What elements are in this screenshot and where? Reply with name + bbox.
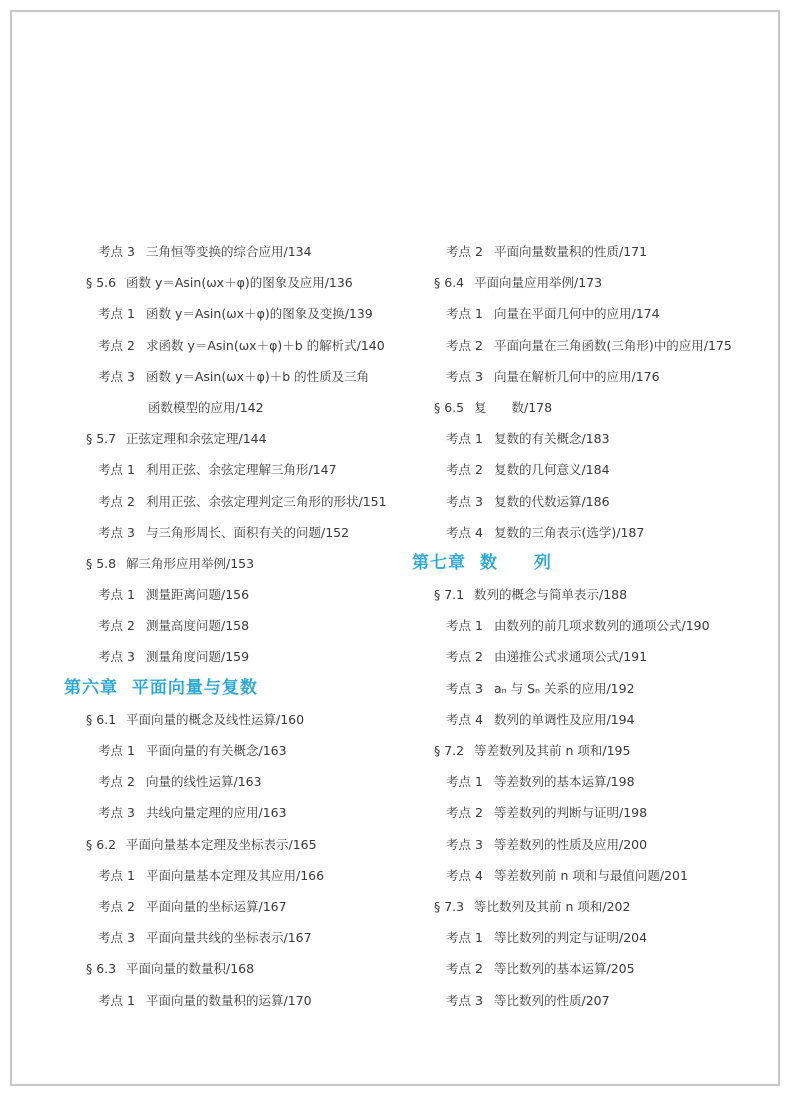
toc-point-label: 考点 4: [446, 867, 483, 883]
toc-point-entry: [412, 766, 782, 797]
toc-point-label: 考点 3: [98, 244, 135, 259]
toc-point-text: 向量在平面几何中的应用/174: [494, 306, 660, 322]
toc-section-label: § 6.2: [86, 836, 117, 852]
toc-point-text: 由数列的前几项求数列的通项公式/190: [494, 618, 710, 634]
toc-point-text: 三角恒等变换的综合应用/134: [146, 244, 312, 259]
toc-point-entry: [64, 330, 404, 361]
toc-point-entry: [64, 641, 404, 672]
toc-point-label: 考点 3: [446, 493, 483, 509]
toc-point-entry: [412, 829, 782, 860]
toc-point-label: 考点 1: [446, 930, 483, 946]
toc-point-text: 等比数列的性质/207: [494, 992, 610, 1008]
toc-point-text: 平面向量基本定理及其应用/166: [146, 867, 325, 883]
toc-point-text: 与三角形周长、面积有关的问题/152: [146, 524, 350, 540]
toc-point-text: 复数的三角表示(选学)/187: [494, 524, 645, 540]
toc-point-label: 考点 2: [446, 649, 483, 665]
toc-point-text: 数列的单调性及应用/194: [494, 711, 635, 727]
toc-point-entry: [64, 797, 404, 828]
toc-point-text: 平面向量的坐标运算/167: [146, 898, 287, 914]
toc-point-label: 考点 3: [446, 836, 483, 852]
toc-point-label: 考点 3: [98, 649, 135, 665]
toc-section-entry: [64, 829, 404, 860]
toc-point-label: 考点 3: [446, 680, 483, 696]
toc-point-text: 等差数列前 n 项和与最值问题/201: [494, 867, 688, 883]
toc-point-label: 考点 2: [98, 774, 135, 790]
toc-point-entry: [412, 673, 782, 704]
toc-section-label: § 6.3: [86, 961, 117, 977]
toc-section-entry: [64, 548, 404, 579]
toc-section-label: § 7.2: [434, 743, 465, 758]
toc-point-entry: [412, 298, 782, 329]
toc-point-entry: [64, 985, 404, 1016]
toc-point-text: 向量的线性运算/163: [146, 774, 262, 790]
toc-section-text: 解三角形应用举例/153: [126, 555, 255, 571]
toc-section-entry: [412, 735, 782, 766]
toc-point-text: 由递推公式求通项公式/191: [494, 649, 648, 665]
toc-point-text: 求函数 y＝Asin(ωx＋φ)＋b 的解析式/140: [146, 337, 385, 353]
toc-section-label: § 5.6: [86, 275, 117, 291]
toc-point-entry: [412, 985, 782, 1016]
toc-point-entry: [64, 860, 404, 891]
toc-point-text: 复数的有关概念/183: [494, 431, 610, 447]
toc-section-entry: [412, 392, 782, 423]
toc-point-entry: [64, 454, 404, 485]
toc-section-text: 函数 y＝Asin(ωx＋φ)的图象及应用/136: [126, 275, 353, 291]
toc-point-text: 利用正弦、余弦定理判定三角形的形状/151: [146, 493, 387, 509]
toc-point-entry: [412, 953, 782, 984]
toc-point-text: 测量距离问题/156: [146, 587, 250, 603]
toc-point-label: 考点 2: [98, 493, 135, 509]
toc-section-label: § 6.4: [434, 275, 465, 291]
toc-point-entry: [412, 860, 782, 891]
toc-point-label: 考点 2: [98, 618, 135, 634]
toc-section-text: 等比数列及其前 n 项和/202: [474, 898, 631, 914]
toc-point-label: 考点 2: [98, 898, 135, 914]
toc-point-entry: [412, 797, 782, 828]
toc-point-entry: [64, 236, 404, 267]
toc-point-label: 考点 2: [446, 337, 483, 353]
toc-point-text: 平面向量在三角函数(三角形)中的应用/175: [494, 337, 732, 353]
toc-left-column: [64, 236, 404, 1016]
toc-point-entry: [64, 579, 404, 610]
toc-point-label: 考点 3: [98, 524, 135, 540]
toc-point-text: 测量高度问题/158: [146, 618, 250, 634]
toc-point-entry: [412, 236, 782, 267]
toc-point-label: 考点 4: [446, 524, 483, 540]
toc-point-text: 复数的代数运算/186: [494, 493, 610, 509]
toc-point-text: 复数的几何意义/184: [494, 462, 610, 478]
toc-point-label: 考点 2: [446, 805, 483, 821]
toc-point-entry: [64, 766, 404, 797]
toc-chapter-label: 第六章: [64, 677, 118, 698]
toc-cont-entry: [64, 392, 404, 423]
toc-section-text: 等差数列及其前 n 项和/195: [474, 743, 631, 758]
toc-point-text: 等比数列的基本运算/205: [494, 961, 635, 977]
toc-chapter-text: 平面向量与复数: [131, 677, 258, 698]
toc-section-entry: [412, 891, 782, 922]
toc-point-entry: [412, 486, 782, 517]
toc-point-label: 考点 1: [446, 306, 483, 322]
toc-point-entry: [412, 454, 782, 485]
toc-point-entry: [64, 735, 404, 766]
toc-point-entry: [412, 610, 782, 641]
toc-point-entry: [412, 704, 782, 735]
toc-point-text: 共线向量定理的应用/163: [146, 805, 287, 821]
toc-point-text: aₙ 与 Sₙ 关系的应用/192: [494, 680, 635, 696]
toc-section-entry: [412, 579, 782, 610]
toc-point-entry: [64, 361, 404, 392]
toc-right-column: [412, 236, 782, 1016]
toc-section-label: § 7.3: [434, 898, 465, 914]
toc-point-label: 考点 2: [446, 961, 483, 977]
toc-point-label: 考点 3: [98, 805, 135, 821]
toc-chapter-text: 数 列: [479, 552, 552, 573]
toc-chapter-entry: [64, 673, 404, 704]
toc-section-entry: [64, 267, 404, 298]
toc-section-text: 平面向量的概念及线性运算/160: [126, 711, 305, 727]
toc-point-text: 等差数列的基本运算/198: [494, 774, 635, 790]
toc-point-label: 考点 1: [98, 867, 135, 883]
toc-point-text: 等差数列的判断与证明/198: [494, 805, 648, 821]
toc-point-entry: [412, 330, 782, 361]
toc-point-text: 函数 y＝Asin(ωx＋φ)的图象及变换/139: [146, 306, 373, 322]
toc-point-label: 考点 1: [98, 306, 135, 322]
toc-section-text: 平面向量应用举例/173: [474, 275, 603, 291]
toc-point-text: 等比数列的判定与证明/204: [494, 930, 648, 946]
toc-point-entry: [64, 610, 404, 641]
toc-section-text: 正弦定理和余弦定理/144: [126, 431, 267, 447]
toc-point-entry: [64, 922, 404, 953]
toc-section-label: § 5.7: [86, 431, 117, 447]
toc-point-entry: [412, 641, 782, 672]
toc-point-entry: [412, 423, 782, 454]
toc-point-label: 考点 1: [98, 743, 135, 758]
toc-point-text: 测量角度问题/159: [146, 649, 250, 665]
toc-point-text: 平面向量的数量积的运算/170: [146, 992, 312, 1008]
toc-section-label: § 7.1: [434, 587, 465, 603]
toc-point-text: 平面向量数量积的性质/171: [494, 244, 648, 259]
toc-point-label: 考点 1: [446, 774, 483, 790]
toc-point-label: 考点 2: [446, 462, 483, 478]
toc-point-label: 考点 1: [98, 992, 135, 1008]
toc-point-label: 考点 2: [98, 337, 135, 353]
toc-section-text: 复 数/178: [474, 399, 553, 415]
toc-point-text: 函数 y＝Asin(ωx＋φ)＋b 的性质及三角: [146, 368, 370, 384]
toc-point-label: 考点 1: [446, 431, 483, 447]
toc-point-label: 考点 1: [98, 587, 135, 603]
toc-point-label: 考点 3: [98, 930, 135, 946]
toc-point-entry: [412, 922, 782, 953]
toc-chapter-label: 第七章: [412, 552, 466, 573]
toc-point-label: 考点 2: [446, 244, 483, 259]
toc-point-label: 考点 3: [446, 368, 483, 384]
toc-point-label: 考点 1: [446, 618, 483, 634]
toc-point-entry: [64, 891, 404, 922]
toc-section-entry: [64, 423, 404, 454]
toc-point-text: 利用正弦、余弦定理解三角形/147: [146, 462, 337, 478]
toc-point-label: 考点 3: [98, 368, 135, 384]
toc-section-text: 平面向量的数量积/168: [126, 961, 255, 977]
toc-section-label: § 5.8: [86, 555, 117, 571]
toc-section-label: § 6.5: [434, 399, 465, 415]
toc-section-entry: [64, 953, 404, 984]
toc-section-text: 平面向量基本定理及坐标表示/165: [126, 836, 317, 852]
toc-point-entry: [64, 486, 404, 517]
toc-section-label: § 6.1: [86, 711, 117, 727]
toc-point-text: 平面向量的有关概念/163: [146, 743, 287, 758]
toc-point-text: 向量在解析几何中的应用/176: [494, 368, 660, 384]
toc-chapter-entry: [412, 548, 782, 579]
toc-section-entry: [412, 267, 782, 298]
toc-section-text: 数列的概念与简单表示/188: [474, 587, 628, 603]
toc-point-text: 等差数列的性质及应用/200: [494, 836, 648, 852]
toc-cont-text: 函数模型的应用/142: [148, 399, 264, 415]
toc-point-entry: [412, 361, 782, 392]
toc-point-entry: [412, 517, 782, 548]
toc-point-label: 考点 3: [446, 992, 483, 1008]
toc-section-entry: [64, 704, 404, 735]
toc-point-label: 考点 4: [446, 711, 483, 727]
toc-point-text: 平面向量共线的坐标表示/167: [146, 930, 312, 946]
toc-point-entry: [64, 298, 404, 329]
toc-point-entry: [64, 517, 404, 548]
toc-point-label: 考点 1: [98, 462, 135, 478]
